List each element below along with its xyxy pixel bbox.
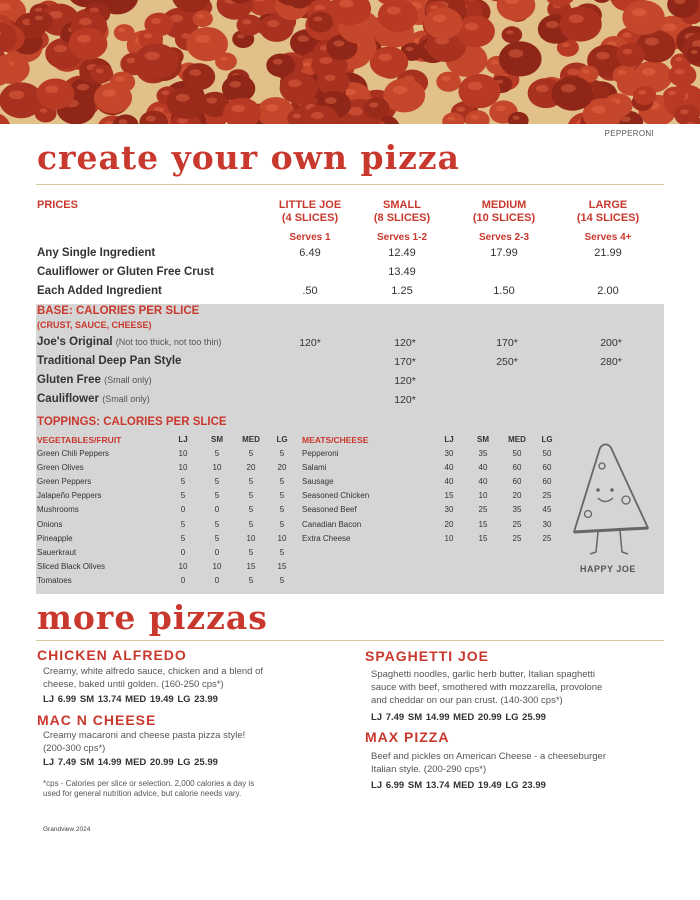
topping-calorie-cell: 5 [279,548,285,557]
topping-name: Green Peppers [37,477,92,486]
calorie-cell: 120* [394,337,416,349]
crust-name: Joe's Original [37,336,113,348]
pizza-desc-mac-n-cheese: Creamy macaroni and cheese pasta pizza style! (200-300 cps*) [43,730,246,754]
meat-header: MEATS/CHEESE [302,435,369,445]
topping-calorie-cell: 15 [246,562,256,571]
topping-name: Pineapple [37,534,73,543]
topping-col-header: SM [477,435,489,444]
topping-name: Jalapeño Peppers [37,491,102,500]
topping-calorie-cell: 30 [542,520,552,529]
topping-calorie-cell: 10 [178,562,188,571]
topping-name: Seasoned Chicken [302,491,370,500]
mascot-label: HAPPY JOE [580,564,636,574]
crust-name: Cauliflower [37,393,99,405]
topping-calorie-cell: 25 [478,505,488,514]
topping-calorie-cell: 5 [180,477,186,486]
topping-calorie-cell: 35 [478,449,488,458]
crust-row-label [37,393,150,405]
topping-calorie-cell: 50 [542,449,552,458]
topping-calorie-cell: 5 [214,449,220,458]
topping-calorie-cell: 60 [542,477,552,486]
calorie-cell: 250* [496,356,518,368]
calorie-cell: 170* [394,356,416,368]
pizza-price-spaghetti-joe: LJ 7.49 SM 14.99 MED 20.99 LG 25.99 [371,712,546,723]
topping-col-header: MED [508,435,526,444]
topping-calorie-cell: 0 [214,576,220,585]
divider [36,184,664,185]
topping-name: Salami [302,463,327,472]
size-header-medium: MEDIUM (10 SLICES) [472,199,536,224]
topping-calorie-cell: 25 [512,534,522,543]
topping-name: Green Olives [37,463,84,472]
topping-calorie-cell: 5 [279,505,285,514]
topping-calorie-cell: 5 [180,520,186,529]
topping-calorie-cell: 5 [214,534,220,543]
divider [36,640,664,641]
crust-row-label [37,336,221,348]
topping-calorie-cell: 0 [180,505,186,514]
pizza-name-spaghetti-joe: SPAGHETTI JOE [365,648,489,664]
price-row-label: Any Single Ingredient [37,247,156,259]
price-cell: 2.00 [597,285,619,297]
serves-large: Serves 4+ [584,232,632,243]
topping-calorie-cell: 60 [542,463,552,472]
topping-calorie-cell: 5 [214,477,220,486]
topping-name: Onions [37,520,63,529]
topping-calorie-cell: 5 [279,449,285,458]
topping-calorie-cell: 50 [512,449,522,458]
topping-name: Pepperoni [302,449,339,458]
topping-calorie-cell: 5 [180,534,186,543]
topping-calorie-cell: 40 [444,463,454,472]
topping-calorie-cell: 25 [512,520,522,529]
topping-calorie-cell: 5 [248,548,254,557]
topping-name: Sausage [302,477,334,486]
calorie-cell: 200* [600,337,622,349]
topping-calorie-cell: 15 [444,491,454,500]
topping-name: Tomatoes [37,576,72,585]
topping-name: Seasoned Beef [302,505,357,514]
topping-calorie-cell: 5 [248,477,254,486]
topping-calorie-cell: 5 [248,576,254,585]
size-header-large: LARGE (14 SLICES) [576,199,640,224]
crust-row-label [37,355,181,367]
prices-label: PRICES [37,199,78,211]
crust-row-label [37,374,152,386]
serves-medium: Serves 2-3 [478,232,530,243]
topping-calorie-cell: 20 [277,463,287,472]
topping-calorie-cell: 45 [542,505,552,514]
pizza-desc-spaghetti-joe: Spaghetti noodles, garlic herb butter, Italian spaghetti sauce with beef, smothered with mozzarella, provolone and cheddar on our pan crust. (140-300 cps*) [371,669,603,706]
crust-name: Gluten Free [37,374,101,386]
topping-calorie-cell: 15 [277,562,287,571]
topping-calorie-cell: 0 [180,576,186,585]
crust-note: (Small only) [102,394,150,404]
topping-col-header: LG [541,435,553,444]
topping-calorie-cell: 20 [444,520,454,529]
footer-location: Grandview 2024 [43,826,91,833]
topping-calorie-cell: 10 [246,534,256,543]
pizza-price-mac-n-cheese: LJ 7.49 SM 14.99 MED 20.99 LG 25.99 [43,757,218,768]
topping-calorie-cell: 5 [248,491,254,500]
topping-name: Mushrooms [37,505,79,514]
topping-calorie-cell: 20 [246,463,256,472]
topping-calorie-cell: 0 [214,548,220,557]
topping-calorie-cell: 30 [444,449,454,458]
pizza-slice-mascot-icon [568,440,654,580]
size-header-small: SMALL (8 SLICES) [373,199,431,224]
calorie-cell: 170* [496,337,518,349]
price-cell: 13.49 [388,266,416,278]
base-calories-title: BASE: CALORIES PER SLICE [37,305,200,317]
topping-calorie-cell: 15 [478,534,488,543]
veg-header: VEGETABLES/FRUIT [37,435,122,445]
pepperoni-photo [0,0,700,124]
topping-calorie-cell: 10 [444,534,454,543]
topping-col-header: LG [276,435,288,444]
price-cell: .50 [302,285,318,297]
topping-calorie-cell: 5 [248,505,254,514]
topping-name: Sliced Black Olives [37,562,106,571]
more-pizzas-title: more pizzas [37,598,268,637]
topping-col-header: LJ [178,435,188,444]
topping-name: Sauerkraut [37,548,77,557]
price-row-label: Each Added Ingredient [37,285,162,297]
topping-name: Extra Cheese [302,534,351,543]
price-cell: 6.49 [299,247,321,259]
crust-name: Traditional Deep Pan Style [37,355,182,367]
price-cell: 21.99 [594,247,622,259]
price-cell: 12.49 [388,247,416,259]
price-cell: 1.25 [391,285,413,297]
size-header-little-joe: LITTLE JOE (4 SLICES) [278,199,342,224]
topping-calorie-cell: 20 [512,491,522,500]
topping-calorie-cell: 40 [478,477,488,486]
topping-calorie-cell: 5 [279,576,285,585]
topping-col-header: LJ [444,435,454,444]
calorie-footnote: *cps - Calories per slice or selection. 2,000 calories a day is used for general nutrition advice, but calorie needs vary. [43,779,255,798]
topping-calorie-cell: 15 [478,520,488,529]
topping-calorie-cell: 60 [512,477,522,486]
pizza-price-max-pizza: LJ 6.99 SM 13.74 MED 19.49 LG 23.99 [371,780,546,791]
pizza-desc-max-pizza: Beef and pickles on American Cheese - a cheeseburger Italian style. (200-290 cps*) [371,751,606,775]
topping-calorie-cell: 10 [478,491,488,500]
topping-name: Green Chili Peppers [37,449,110,458]
topping-col-header: SM [211,435,223,444]
topping-calorie-cell: 0 [214,505,220,514]
pizza-desc-chicken-alfredo: Creamy, white alfredo sauce, chicken and a blend of cheese, baked until golden. (160-250 cps*) [43,666,264,690]
topping-calorie-cell: 30 [444,505,454,514]
topping-calorie-cell: 5 [214,491,220,500]
topping-calorie-cell: 25 [542,491,552,500]
serves-little-joe: Serves 1 [289,232,331,243]
photo-caption: PEPPERONI [604,129,654,138]
topping-calorie-cell: 60 [512,463,522,472]
toppings-title: TOPPINGS: CALORIES PER SLICE [37,416,227,428]
topping-calorie-cell: 5 [180,491,186,500]
topping-calorie-cell: 0 [180,548,186,557]
create-your-own-title: create your own pizza [37,138,461,177]
calorie-cell: 120* [394,394,416,406]
topping-calorie-cell: 10 [178,463,188,472]
serves-small: Serves 1-2 [376,232,428,243]
topping-calorie-cell: 5 [248,449,254,458]
price-cell: 17.99 [490,247,518,259]
topping-calorie-cell: 5 [248,520,254,529]
topping-name: Canadian Bacon [302,520,362,529]
pizza-name-mac-n-cheese: MAC N CHEESE [37,712,157,728]
topping-calorie-cell: 10 [212,562,222,571]
base-calories-subtitle: (CRUST, SAUCE, CHEESE) [37,320,152,330]
calorie-cell: 280* [600,356,622,368]
topping-calorie-cell: 5 [279,520,285,529]
topping-calorie-cell: 5 [279,477,285,486]
crust-note: (Not too thick, not too thin) [115,337,222,347]
topping-calorie-cell: 40 [478,463,488,472]
calorie-cell: 120* [394,375,416,387]
pizza-price-chicken-alfredo: LJ 6.99 SM 13.74 MED 19.49 LG 23.99 [43,694,218,705]
topping-calorie-cell: 10 [277,534,287,543]
topping-calorie-cell: 5 [214,520,220,529]
topping-calorie-cell: 35 [512,505,522,514]
crust-note: (Small only) [104,375,152,385]
calorie-cell: 120* [299,337,321,349]
pizza-name-max-pizza: MAX PIZZA [365,729,450,745]
pizza-name-chicken-alfredo: CHICKEN ALFREDO [37,647,187,663]
topping-calorie-cell: 5 [279,491,285,500]
price-row-label: Cauliflower or Gluten Free Crust [37,266,214,278]
topping-calorie-cell: 40 [444,477,454,486]
topping-col-header: MED [242,435,260,444]
topping-calorie-cell: 25 [542,534,552,543]
topping-calorie-cell: 10 [212,463,222,472]
price-cell: 1.50 [493,285,515,297]
topping-calorie-cell: 10 [178,449,188,458]
